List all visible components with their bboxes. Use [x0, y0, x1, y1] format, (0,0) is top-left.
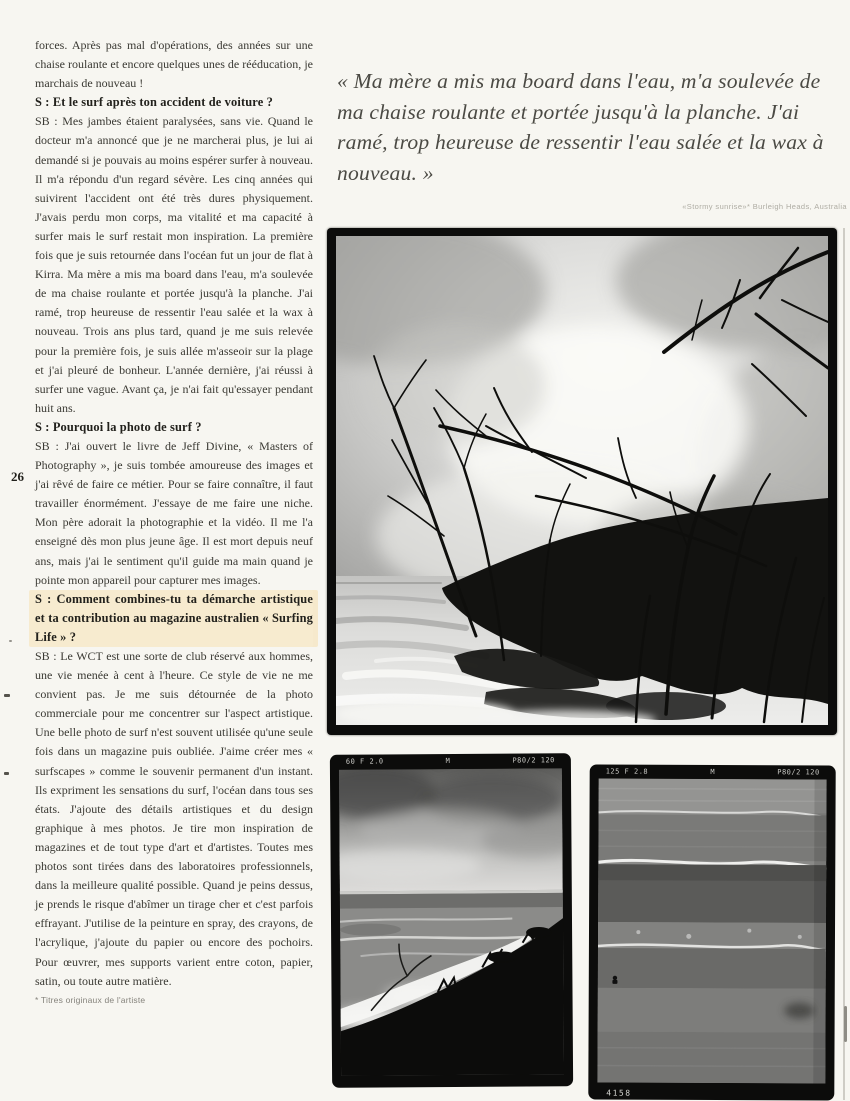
swell-band-4 — [598, 948, 826, 989]
film-frame-number: 4158 — [606, 1088, 632, 1098]
answer-why-surf-photo: SB : J'ai ouvert le livre de Jeff Divine, « Masters of Photography », je suis tombée amoureuse des images et j'ai rêvé de faire ce métier. Pour se faire connaître, il faut travailler énormément. J'essaye de me faire une niche. Mon père adorait la photographie et la vidéo. Il me l'a enseigné dès mon plus jeune âge. Il est mort depuis neuf ans, mais j'ai le sentiment qu'il guide ma main quand je pointe mon appareil pour capturer mes images. — [35, 438, 313, 587]
film-photo-swell-lines — [588, 764, 835, 1100]
main-photo-image — [336, 236, 828, 725]
margin-speck — [9, 640, 12, 642]
swell-band-3 — [598, 922, 826, 947]
page-edge-line — [843, 228, 845, 1100]
film-settings: 60 F 2.0 — [345, 757, 384, 766]
film-edge-label-left — [346, 756, 555, 765]
question-surfing-life-highlighted: S : Comment combines-tu ta démarche artistique et ta contribution au magazine australien « Surfing Life » ? — [35, 590, 313, 647]
pull-quote: « Ma mère a mis ma board dans l'eau, m'a soulevée de ma chaise roulante et portée jusqu'à la planche. J'ai ramé, trop heureuse de ressentir l'eau salée et la wax à nouveau. » — [337, 69, 824, 185]
artist-titles-footnote: * Titres originaux de l'artiste — [35, 994, 146, 1005]
question-why-surf-photo: S : Pourquoi la photo de surf ? — [35, 419, 202, 434]
beach-dune-image — [339, 768, 564, 1076]
interview-column — [35, 36, 313, 1010]
film-mode: M — [710, 767, 716, 777]
swell-band-1 — [599, 779, 827, 814]
film-mode: M — [445, 757, 451, 766]
question-surf-accident: S : Et le surf après ton accident de voiture ? — [35, 95, 273, 110]
film-stock: P80/2 120 — [512, 756, 555, 765]
main-photo-stormy-sunrise — [327, 228, 837, 735]
photo-caption: «Stormy sunrise»* Burleigh Heads, Australia — [682, 202, 847, 211]
margin-speck — [4, 772, 9, 775]
swell-band-6 — [597, 1032, 825, 1084]
answer-surfing-life: SB : Le WCT est une sorte de club réservé aux hommes, une vie menée à cent à l'heure. Ce style de vie ne me convient pas. Je me suis détournée de la photo commerciale pour me concentrer sur l'aspect artistique. Une belle photo de surf n'est souvent utilisée qu'une seule fois dans un magazine puis oubliée. J'aime créer mes « surfscapes » comme le souvenir permanent d'un instant. Ils expriment les sensations du surf, l'océan dans tous ses états. J'ajoute des détails artistiques et du design graphique à mes photos. Je tire mon inspiration de magazines et de tout type d'art et d'artistes. Toutes mes photos sont tirées dans des laboratoires professionnels, dans la meilleure qualité possible. Quand je peins dessus, je prends le risque d'abîmer un tirage cher et c'est parfois effrayant. J'utilise de la peinture en spray, des crayons, de l'acrylique, j'ajoute du papier ou encore des pochoirs. Pour œuvrer, mes supports varient entre coton, papier, satin, ou toute autre matière. — [35, 649, 313, 988]
swell-band-2 — [598, 814, 826, 861]
interview-continuation-paragraph: forces. Après pas mal d'opérations, des années sur une chaise roulante et encore quelques unes de rééducation, je marchais de nouveau ! — [35, 38, 313, 91]
page-number: 26 — [11, 469, 24, 484]
film-photo-beach-dune — [330, 753, 573, 1088]
page-edge-mark — [844, 1006, 847, 1042]
answer-surf-accident: SB : Mes jambes étaient paralysées, sans vie. Quand le docteur m'a annoncé que je ne marcherai plus, je lui ai demandé si je pouvais au moins espérer surfer à nouveau. Il m'a répondu d'un regard sévère. Les cinq années qui suivirent l'accident ont été très dures physiquement. J'avais perdu mon corps, ma vitalité et ma capacité à surfer mais le surf restait mon inspiration. La première fois que je suis retournée dans l'océan fut un jour de flat à Kirra. Ma mère a mis ma board dans l'eau, m'a soulevée de ma chaise roulante et portée jusqu'à la planche. J'ai ramé, trop heureuse de ressentir l'eau salée et la wax à nouveau. Trois ans plus tard, quand je me suis relevée pour la première fois, je suis allée m'asseoir sur la plage et j'ai pleuré de bonheur. L'année dernière, j'ai réussi à surfer une vague. Avant ça, je n'ai fait qu'essayer pendant huit ans. — [35, 114, 313, 415]
dark-smudge — [784, 1003, 814, 1019]
margin-speck — [4, 694, 10, 697]
film-stock: P80/2 120 — [777, 768, 820, 777]
film-edge-label-right — [606, 768, 820, 777]
swell-lines-image — [597, 779, 826, 1084]
film-settings: 125 F 2.8 — [605, 767, 649, 776]
